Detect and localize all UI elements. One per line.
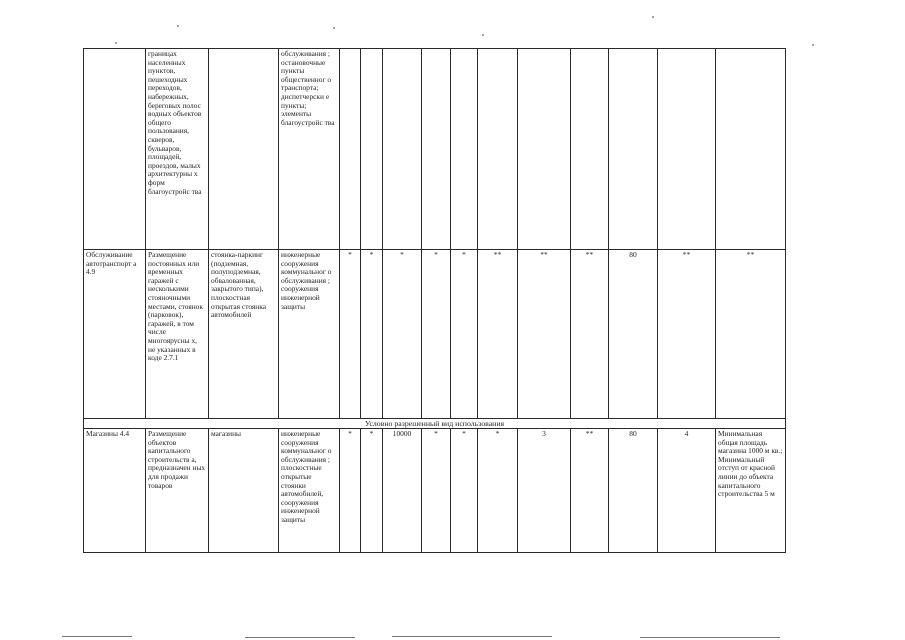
scan-speck	[333, 27, 335, 29]
cell-param	[518, 49, 571, 250]
cell-param: *	[478, 429, 518, 553]
cell-param	[422, 49, 451, 250]
cell-auxiliary-objects: обслуживания ; остановочные пункты общественног о транспорта; диспетчерски е пункты; элементы благоустройс тва	[279, 49, 340, 250]
cell-param	[658, 49, 716, 250]
section-row	[84, 419, 786, 429]
scan-speck	[482, 34, 484, 36]
cell-param: **	[658, 250, 716, 419]
cell-param: 10000	[383, 429, 422, 553]
cell-param: **	[518, 250, 571, 419]
cell-use-description: Размещение постоянных или временных гаражей с несколькими стояночными местами, стоянок (парковок), гаражей, в том числе многоярусны х, не указанных в коде 2.7.1	[146, 250, 209, 419]
cell-note: Минимальная общая площадь магазина 1000 м кв.; Минимальный отступ от красной линии до объекта капитального строительства 5 м	[716, 429, 786, 553]
cell-main-objects: магазины	[209, 429, 279, 553]
cell-use-description: Размещение объектов капитального строительств а, предназначен ных для продажи товаров	[146, 429, 209, 553]
scan-speck	[652, 16, 654, 18]
cell-auxiliary-objects: инженерные сооружения коммунальног о обслуживания ; сооружения инженерной защиты	[279, 250, 340, 419]
cell-param: *	[451, 250, 478, 419]
cell-auxiliary-objects: инженерные сооружения коммунальног о обслуживания ; плоскостные открытые стоянки автомобилей, сооружения инженерной защиты	[279, 429, 340, 553]
cell-param: 80	[609, 429, 658, 553]
table-row	[84, 429, 786, 553]
cell-param	[361, 49, 383, 250]
cell-param: *	[422, 250, 451, 419]
section-title: Условно разрешенный вид использования	[84, 419, 786, 429]
cell-param: **	[571, 429, 609, 553]
cell-param: *	[340, 250, 361, 419]
scan-edge-line	[392, 636, 552, 637]
cell-param	[383, 49, 422, 250]
cell-param: *	[361, 429, 383, 553]
cell-use-description: границах населенных пунктов, пешеходных переходов, набережных, береговых полос водных объектов общего пользования, скверов, бульваров, площадей, проездов, малых архитектурны х форм благоустройс тва	[146, 49, 209, 250]
cell-param: *	[383, 250, 422, 419]
cell-param: **	[571, 250, 609, 419]
cell-param	[478, 49, 518, 250]
cell-param	[609, 49, 658, 250]
cell-use-name: Обслуживание автотранспорт а 4.9	[84, 250, 146, 419]
table-row	[84, 49, 786, 250]
scan-speck	[812, 44, 814, 46]
cell-param	[451, 49, 478, 250]
scan-edge-line	[62, 636, 132, 637]
cell-param: *	[451, 429, 478, 553]
cell-param: 3	[518, 429, 571, 553]
scan-speck	[177, 25, 179, 27]
scan-speck	[115, 42, 117, 44]
cell-use-name	[84, 49, 146, 250]
table-row	[84, 250, 786, 419]
cell-param: *	[422, 429, 451, 553]
cell-main-objects	[209, 49, 279, 250]
cell-param: *	[340, 429, 361, 553]
cell-note: **	[716, 250, 786, 419]
cell-param	[340, 49, 361, 250]
cell-note	[716, 49, 786, 250]
cell-param	[571, 49, 609, 250]
cell-param: 4	[658, 429, 716, 553]
cell-param: **	[478, 250, 518, 419]
cell-main-objects: стоянка-паркинг (подземная, полуподземная, обвалованная, закрытого типа), плоскостная открытая стоянка автомобилей	[209, 250, 279, 419]
scan-edge-line	[245, 637, 355, 638]
scan-edge-line	[640, 637, 780, 638]
cell-param: *	[361, 250, 383, 419]
cell-use-name: Магазины 4.4	[84, 429, 146, 553]
cell-param: 80	[609, 250, 658, 419]
zoning-regulations-table	[83, 48, 786, 553]
